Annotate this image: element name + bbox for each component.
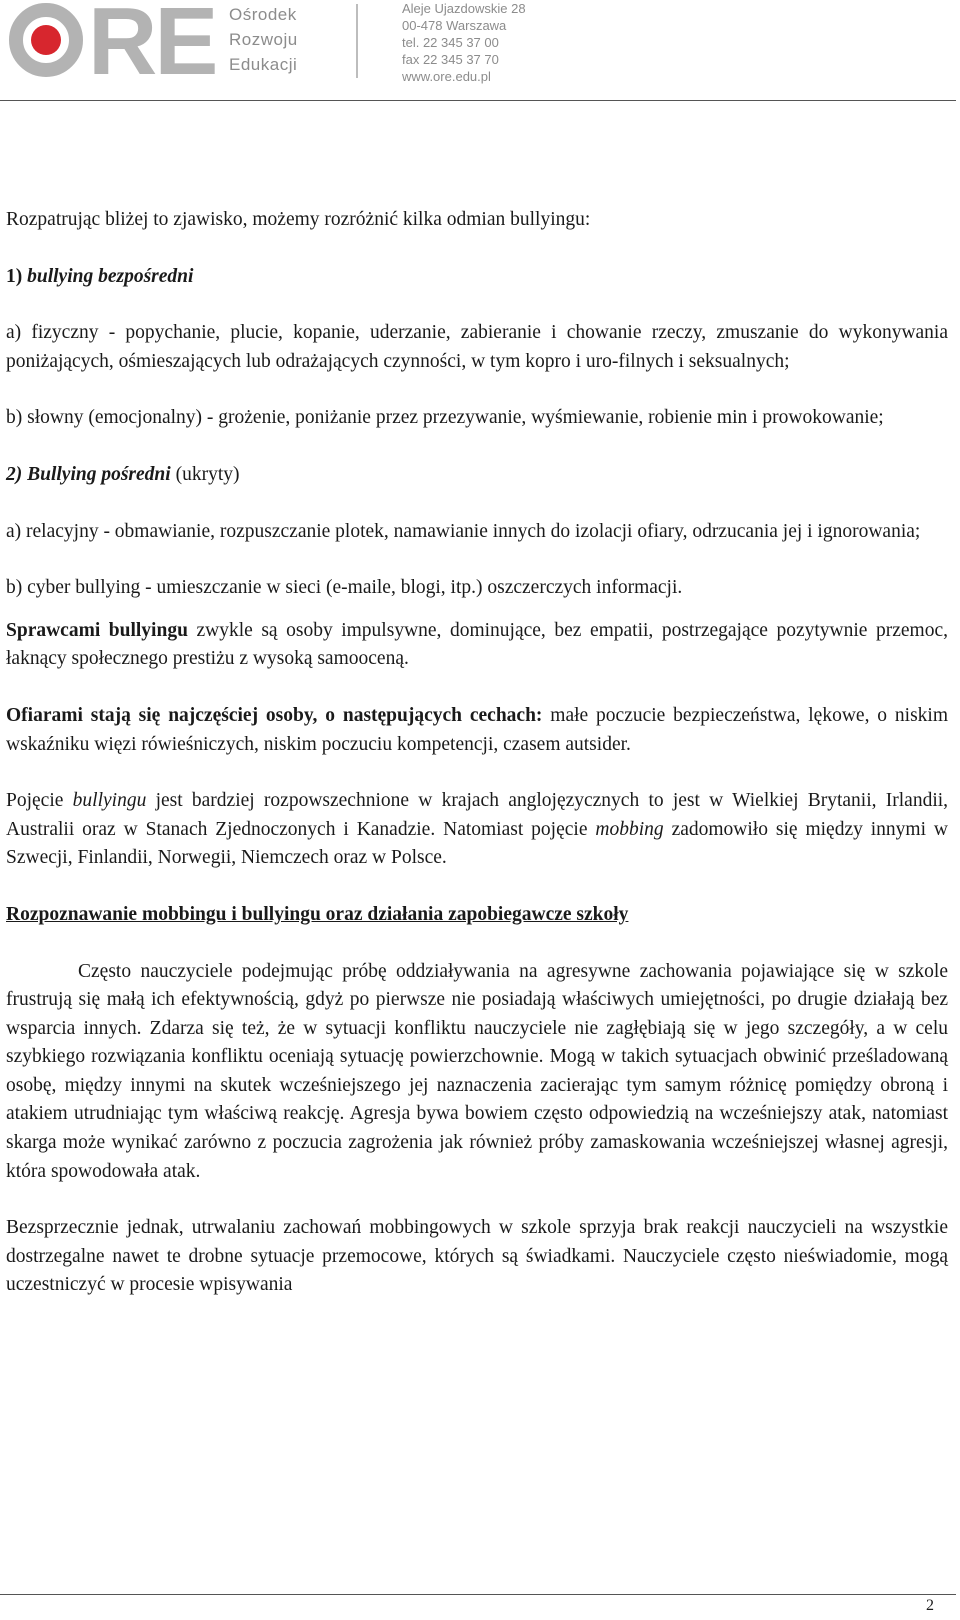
logo-wordmark: RE: [88, 0, 216, 95]
terminology-text-3: zadomowiło się między innymi w Szwecji, Finlandii, Norwegii, Niemczech oraz w Polsce.: [6, 818, 949, 869]
perpetrators-paragraph: [6, 617, 948, 674]
item1-title: bullying bezpośredni: [27, 265, 194, 287]
item2b-paragraph: b) cyber bullying - umieszczanie w sieci (e-maile, blogi, itp.) oszczerczych informacji.: [6, 577, 683, 599]
address-phone: tel. 22 345 37 00: [402, 35, 499, 50]
footer-rule: [0, 1594, 956, 1595]
teachers-paragraph: Często nauczyciele podejmując próbę oddziaływania na agresywne zachowania pojawiające się w szkole frustrują się małą ich efektywnością, gdyż po pierwsze nie posiadają właściwych umiejętności, po drugie działają bez wsparcia innych. Zdarza się też, że w sytuacji konfliktu nauczyciele nie zagłębiają się w jego szczegóły, a w celu szybkiego rozwiązania konfliktu oceniają sytuację powierzchownie. Mogą w takich sytuacjach obwinić prześladowaną osobę, między innymi na skutek wcześniejszego jej naznaczenia zacierając tym samym różnicę pomiędzy obroną i atakiem utrudniając tym właściwą reakcję. Agresja bywa bowiem często odpowiedzią na wcześniejszy atak, natomiast skarga może wynikać zarówno z poczucia zagrożenia jak również próby zamaskowania wcześniejszej własnej agresji, która spowodowała atak.: [6, 960, 948, 1182]
item2a-paragraph: a) relacyjny - obmawianie, rozpuszczanie plotek, namawianie innych do izolacji ofiary, odrzucania jej i ignorowania;: [6, 520, 921, 542]
org-name-line-1: Ośrodek: [229, 5, 297, 24]
section-heading-text: Rozpoznawanie mobbingu i bullyingu oraz działania zapobiegawcze szkoły: [6, 903, 629, 925]
address-street: Aleje Ujazdowskie 28: [402, 1, 526, 16]
organization-address: [402, 0, 526, 85]
ore-logo-icon: [8, 2, 84, 78]
letterhead: [0, 0, 960, 102]
org-name-line-3: Edukacji: [229, 55, 298, 74]
header-rule: [0, 100, 956, 101]
intro-paragraph: Rozpatrując bliżej to zjawisko, możemy rozróżnić kilka odmian bullyingu:: [6, 209, 591, 230]
terminology-text-2: jest bardziej rozpowszechnione w krajach anglojęzycznych to jest w Wielkiej Brytanii, Irlandii, Australii oraz w Stanach Zjednoczonych i Kanadzie. Natomiast pojęcie: [6, 790, 949, 840]
perpetrators-label: Sprawcami bullyingu: [6, 619, 188, 641]
victims-paragraph: [6, 702, 948, 759]
terminology-text-1: Pojęcie: [6, 790, 64, 812]
item1a-paragraph: a) fizyczny - popychanie, plucie, kopanie, uderzanie, zabieranie i chowanie rzeczy, zmuszanie do wykonywania poniżających, ośmieszających lub odrażających czynności, w tym kopro i uro-filnych i seksualnych;: [6, 322, 948, 372]
victims-label: Ofiarami stają się najczęściej osoby, o następujących cechach:: [6, 704, 543, 726]
item1-heading: [6, 263, 948, 292]
item2-heading: [6, 461, 948, 490]
address-fax: fax 22 345 37 70: [402, 52, 499, 67]
page-number: 2: [926, 1597, 934, 1614]
item1b-paragraph: b) słowny (emocjonalny) - grożenie, poniżanie przez przezywanie, wyśmiewanie, robienie min i prowokowanie;: [6, 407, 884, 429]
item2-title: 2) Bullying pośredni: [6, 463, 171, 485]
header-divider: [356, 4, 358, 78]
term-mobbing: mobbing: [595, 818, 664, 840]
perpetrators-text: zwykle są osoby impulsywne, dominujące, bez empatii, postrzegające pozytywnie przemoc, łaknący społecznego prestiżu z wysoką samooceną.: [6, 619, 948, 670]
section-heading: [6, 901, 948, 930]
item1-number: 1): [6, 265, 23, 287]
org-name-line-2: Rozwoju: [229, 30, 298, 49]
address-city: 00-478 Warszawa: [402, 18, 507, 33]
victims-text: małe poczucie bezpieczeństwa, lękowe, o niskim wskaźniku więzi rówieśniczych, niskim poczuciu kompetencji, czasem autsider.: [6, 704, 948, 755]
organization-name: [229, 2, 298, 77]
item2-suffix: (ukryty): [175, 463, 240, 485]
address-website: www.ore.edu.pl: [402, 69, 491, 84]
closing-paragraph: Bezsprzecznie jednak, utrwalaniu zachowań mobbingowych w szkole sprzyja brak reakcji nauczycieli na wszystkie dostrzegalne nawet te drobne sytuacje przemocowe, których są świadkami. Nauczyciele często nieświadomie, mogą uczestniczyć w procesie wpisywania: [6, 1217, 948, 1296]
terminology-paragraph: [6, 787, 948, 873]
term-bullying: bullyingu: [72, 790, 147, 812]
document-body: [6, 206, 948, 1328]
